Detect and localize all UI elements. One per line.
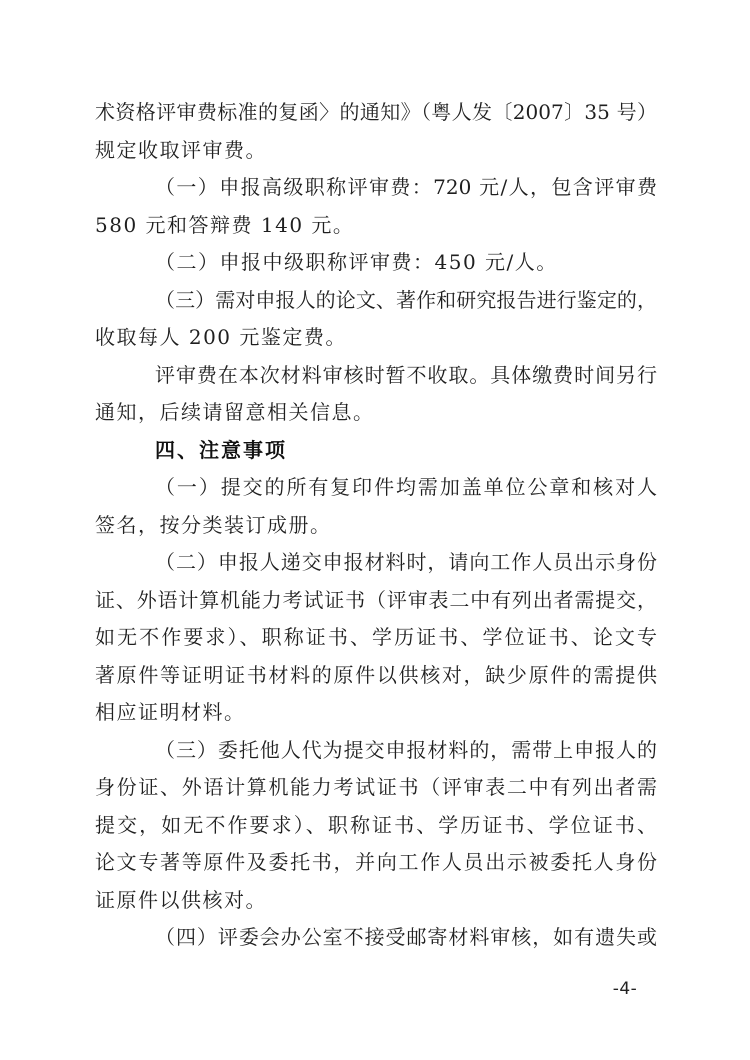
text-line: 通知，后续请留意相关信息。 <box>95 400 375 424</box>
text-line: 证、外语计算机能力考试证书（评审表二中有列出者需提交， <box>95 587 657 612</box>
text-line: （三）需对申报人的论文、著作和研究报告进行鉴定的， <box>155 287 657 312</box>
text-line: 如无不作要求）、职称证书、学历证书、学位证书、论文专 <box>95 625 657 649</box>
text-line: 收取每人 200 元鉴定费。 <box>95 325 347 349</box>
text-line: 评审费在本次材料审核时暂不收取。具体缴费时间另行 <box>155 362 657 387</box>
text-line: 提交，如无不作要求）、职称证书、学历证书、学位证书、 <box>95 812 657 837</box>
text-line: 规定收取评审费。 <box>95 137 267 162</box>
document-body <box>95 94 657 957</box>
text-line: （一）提交的所有复印件均需加盖单位公章和核对人 <box>155 475 657 499</box>
text-line: 身份证、外语计算机能力考试证书（评审表二中有列出者需 <box>95 775 657 799</box>
text-line: 签名，按分类装订成册。 <box>95 512 332 537</box>
text-line: （三）委托他人代为提交申报材料的，需带上申报人的 <box>155 737 657 762</box>
page-number: -4- <box>612 979 638 999</box>
text-line: （二）申报中级职称评审费：450 元/人。 <box>155 250 558 274</box>
text-line: （二）申报人递交申报材料时，请向工作人员出示身份 <box>155 550 657 574</box>
text-line: （四）评委会办公室不接受邮寄材料审核，如有遗失或 <box>155 925 657 949</box>
section-heading: 四、注意事项 <box>155 437 287 462</box>
text-line: 论文专著等原件及委托书，并向工作人员出示被委托人身份 <box>95 850 657 874</box>
text-line: 著原件等证明证书材料的原件以供核对，缺少原件的需提供 <box>95 662 657 687</box>
text-line: 证原件以供核对。 <box>95 887 267 912</box>
text-line: 术资格评审费标准的复函〉的通知》（粤人发〔2007〕35 号） <box>95 100 657 124</box>
text-line: （一）申报高级职称评审费：720 元/人，包含评审费 <box>155 175 657 199</box>
text-line: 相应证明材料。 <box>95 700 246 724</box>
text-line: 580 元和答辩费 140 元。 <box>95 212 355 237</box>
